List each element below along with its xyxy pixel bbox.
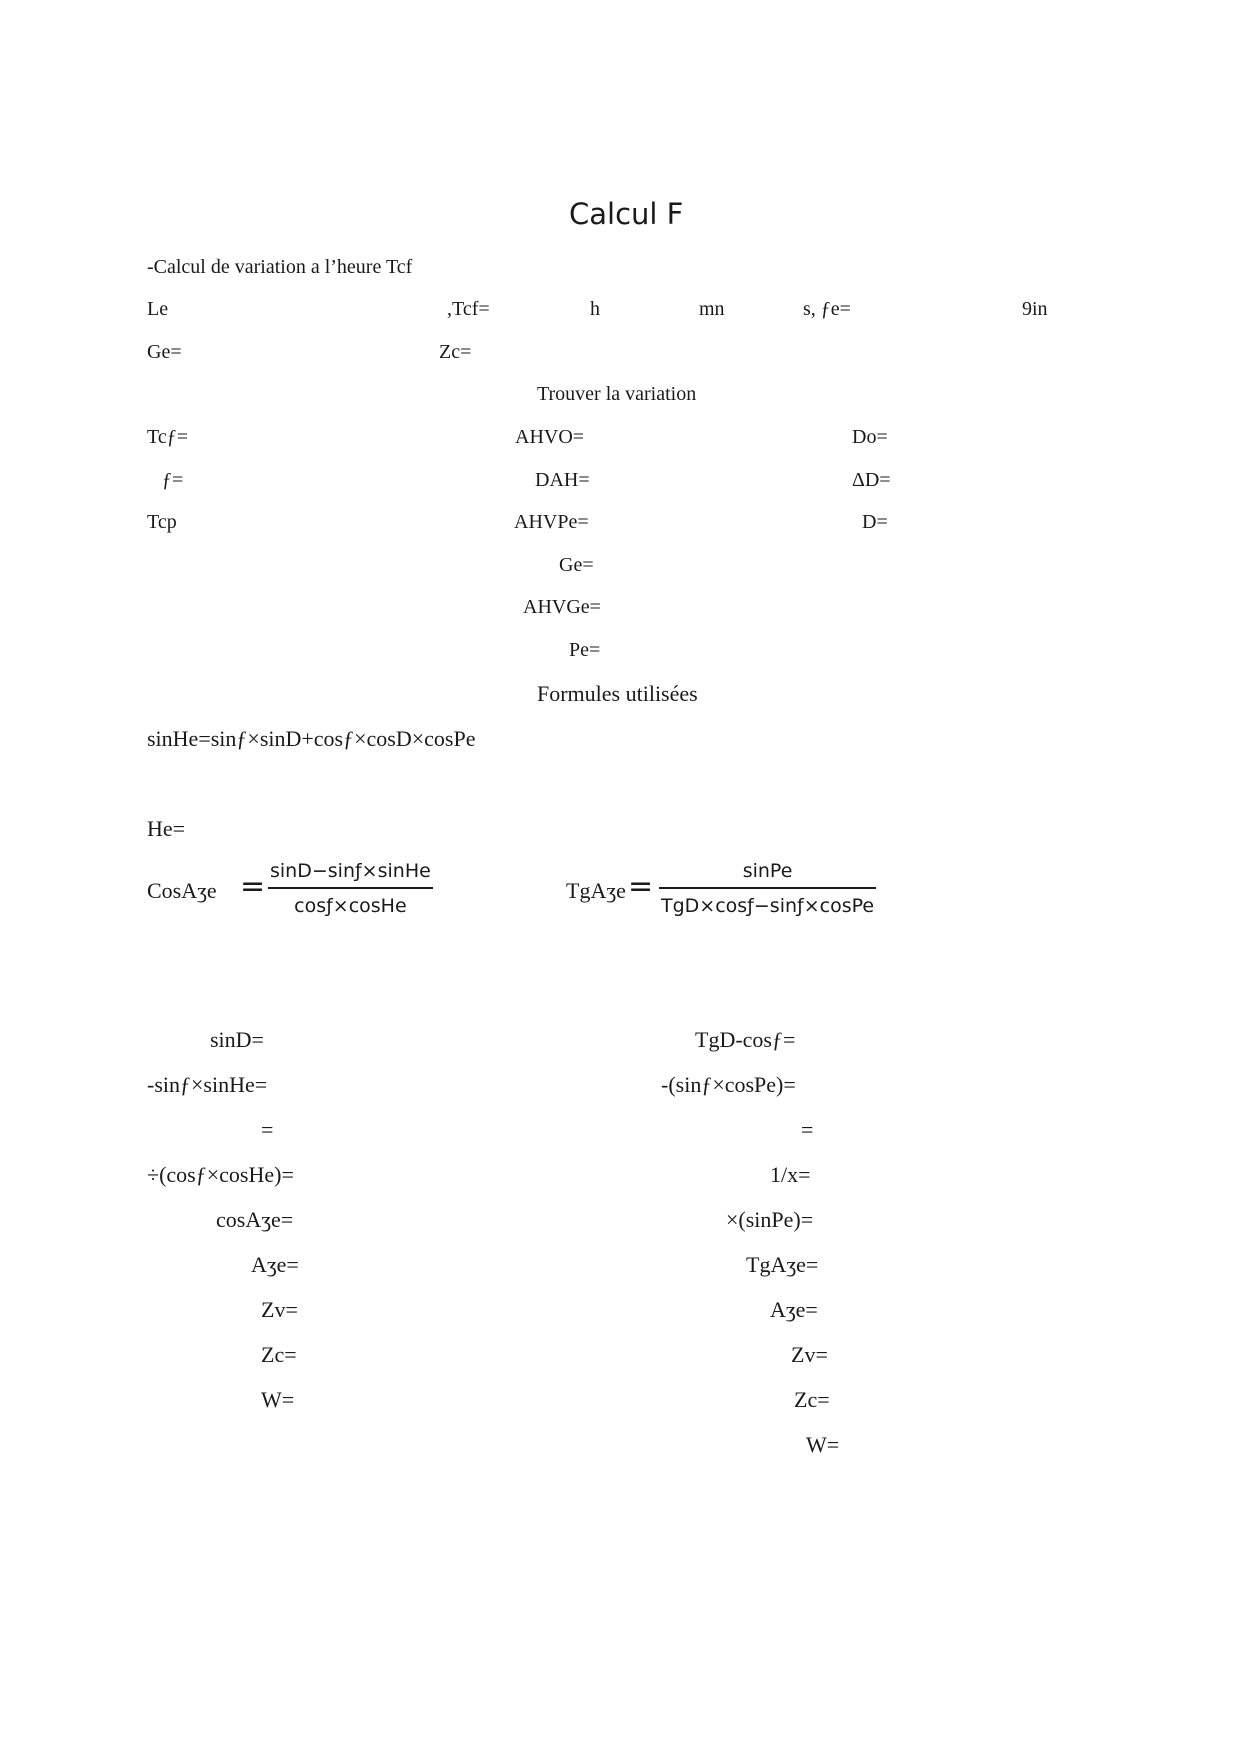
variation-ahvge: AHVGe= bbox=[523, 596, 601, 618]
calc-left-cosaze: cosAʒe= bbox=[216, 1207, 294, 1232]
variation-tcp: Tcp bbox=[147, 511, 177, 533]
variation-ahvo: AHVO= bbox=[515, 426, 585, 448]
cos-equals-sign: = bbox=[240, 869, 266, 904]
section-label: -Calcul de variation a l’heure Tcf bbox=[147, 256, 413, 278]
calc-left-sinf-sinhe: -sinƒ×sinHe= bbox=[147, 1072, 268, 1097]
zc-label: Zc= bbox=[439, 341, 472, 363]
variation-heading: Trouver la variation bbox=[537, 383, 697, 405]
calc-left-sind: sinD= bbox=[210, 1027, 264, 1052]
fraction-bar bbox=[268, 887, 433, 889]
variation-f: ƒ= bbox=[162, 469, 184, 491]
variation-ahvpe: AHVPe= bbox=[514, 511, 589, 533]
calc-right-zc: Zc= bbox=[794, 1387, 830, 1412]
variation-pe: Pe= bbox=[569, 639, 601, 661]
variation-ge: Ge= bbox=[559, 554, 594, 576]
tg-equals-sign: = bbox=[628, 869, 654, 904]
calc-left-divide: ÷(cosƒ×cosHe)= bbox=[147, 1162, 294, 1187]
calc-left-zc: Zc= bbox=[261, 1342, 297, 1367]
cos-aze-label: CosAʒe bbox=[147, 878, 217, 903]
minute-unit: mn bbox=[699, 298, 725, 320]
second-fe-label: s, ƒe= bbox=[803, 298, 851, 320]
variation-dah: DAH= bbox=[535, 469, 590, 491]
hour-unit: h bbox=[590, 298, 600, 320]
fraction-bar bbox=[659, 887, 876, 889]
cos-denominator: cosƒ×cosHe bbox=[294, 895, 407, 917]
calc-right-tgd-cosf: TgD-cosƒ= bbox=[695, 1027, 796, 1052]
gin-label: 9in bbox=[1022, 298, 1048, 320]
cos-numerator: sinD−sinƒ×sinHe bbox=[270, 860, 431, 882]
calc-right-sinf-cospe: -(sinƒ×cosPe)= bbox=[661, 1072, 796, 1097]
tg-aze-label: TgAʒe bbox=[566, 878, 626, 903]
variation-tcf: Tcƒ= bbox=[147, 426, 188, 448]
calc-right-equals: = bbox=[801, 1117, 814, 1142]
calc-left-w: W= bbox=[261, 1387, 295, 1412]
calc-left-equals: = bbox=[261, 1117, 274, 1142]
calc-right-reciprocal: 1/x= bbox=[770, 1162, 811, 1187]
tcf-label: ,Tcf= bbox=[447, 298, 490, 320]
formulas-heading: Formules utilisées bbox=[537, 681, 698, 706]
he-label: He= bbox=[147, 816, 186, 841]
calc-left-zv: Zv= bbox=[261, 1297, 298, 1322]
sinhe-formula: sinHe=sinƒ×sinD+cosƒ×cosD×cosPe bbox=[147, 726, 476, 751]
page-title: Calcul F bbox=[569, 197, 684, 231]
variation-do: Do= bbox=[852, 426, 888, 448]
calc-right-times-sinpe: ×(sinPe)= bbox=[726, 1207, 814, 1232]
calc-right-zv: Zv= bbox=[791, 1342, 828, 1367]
variation-delta-d: ΔD= bbox=[852, 469, 891, 491]
calc-right-aze: Aʒe= bbox=[770, 1297, 818, 1322]
ge-label: Ge= bbox=[147, 341, 182, 363]
cos-aze-fraction bbox=[268, 860, 433, 917]
tg-denominator: TgD×cosƒ−sinƒ×cosPe bbox=[661, 895, 875, 917]
tg-aze-fraction bbox=[659, 860, 876, 917]
calc-right-tgaze: TgAʒe= bbox=[746, 1252, 819, 1277]
tg-numerator: sinPe bbox=[742, 860, 793, 882]
le-label: Le bbox=[147, 298, 169, 320]
calc-left-aze: Aʒe= bbox=[251, 1252, 299, 1277]
calc-right-w: W= bbox=[806, 1432, 840, 1457]
variation-d: D= bbox=[862, 511, 888, 533]
